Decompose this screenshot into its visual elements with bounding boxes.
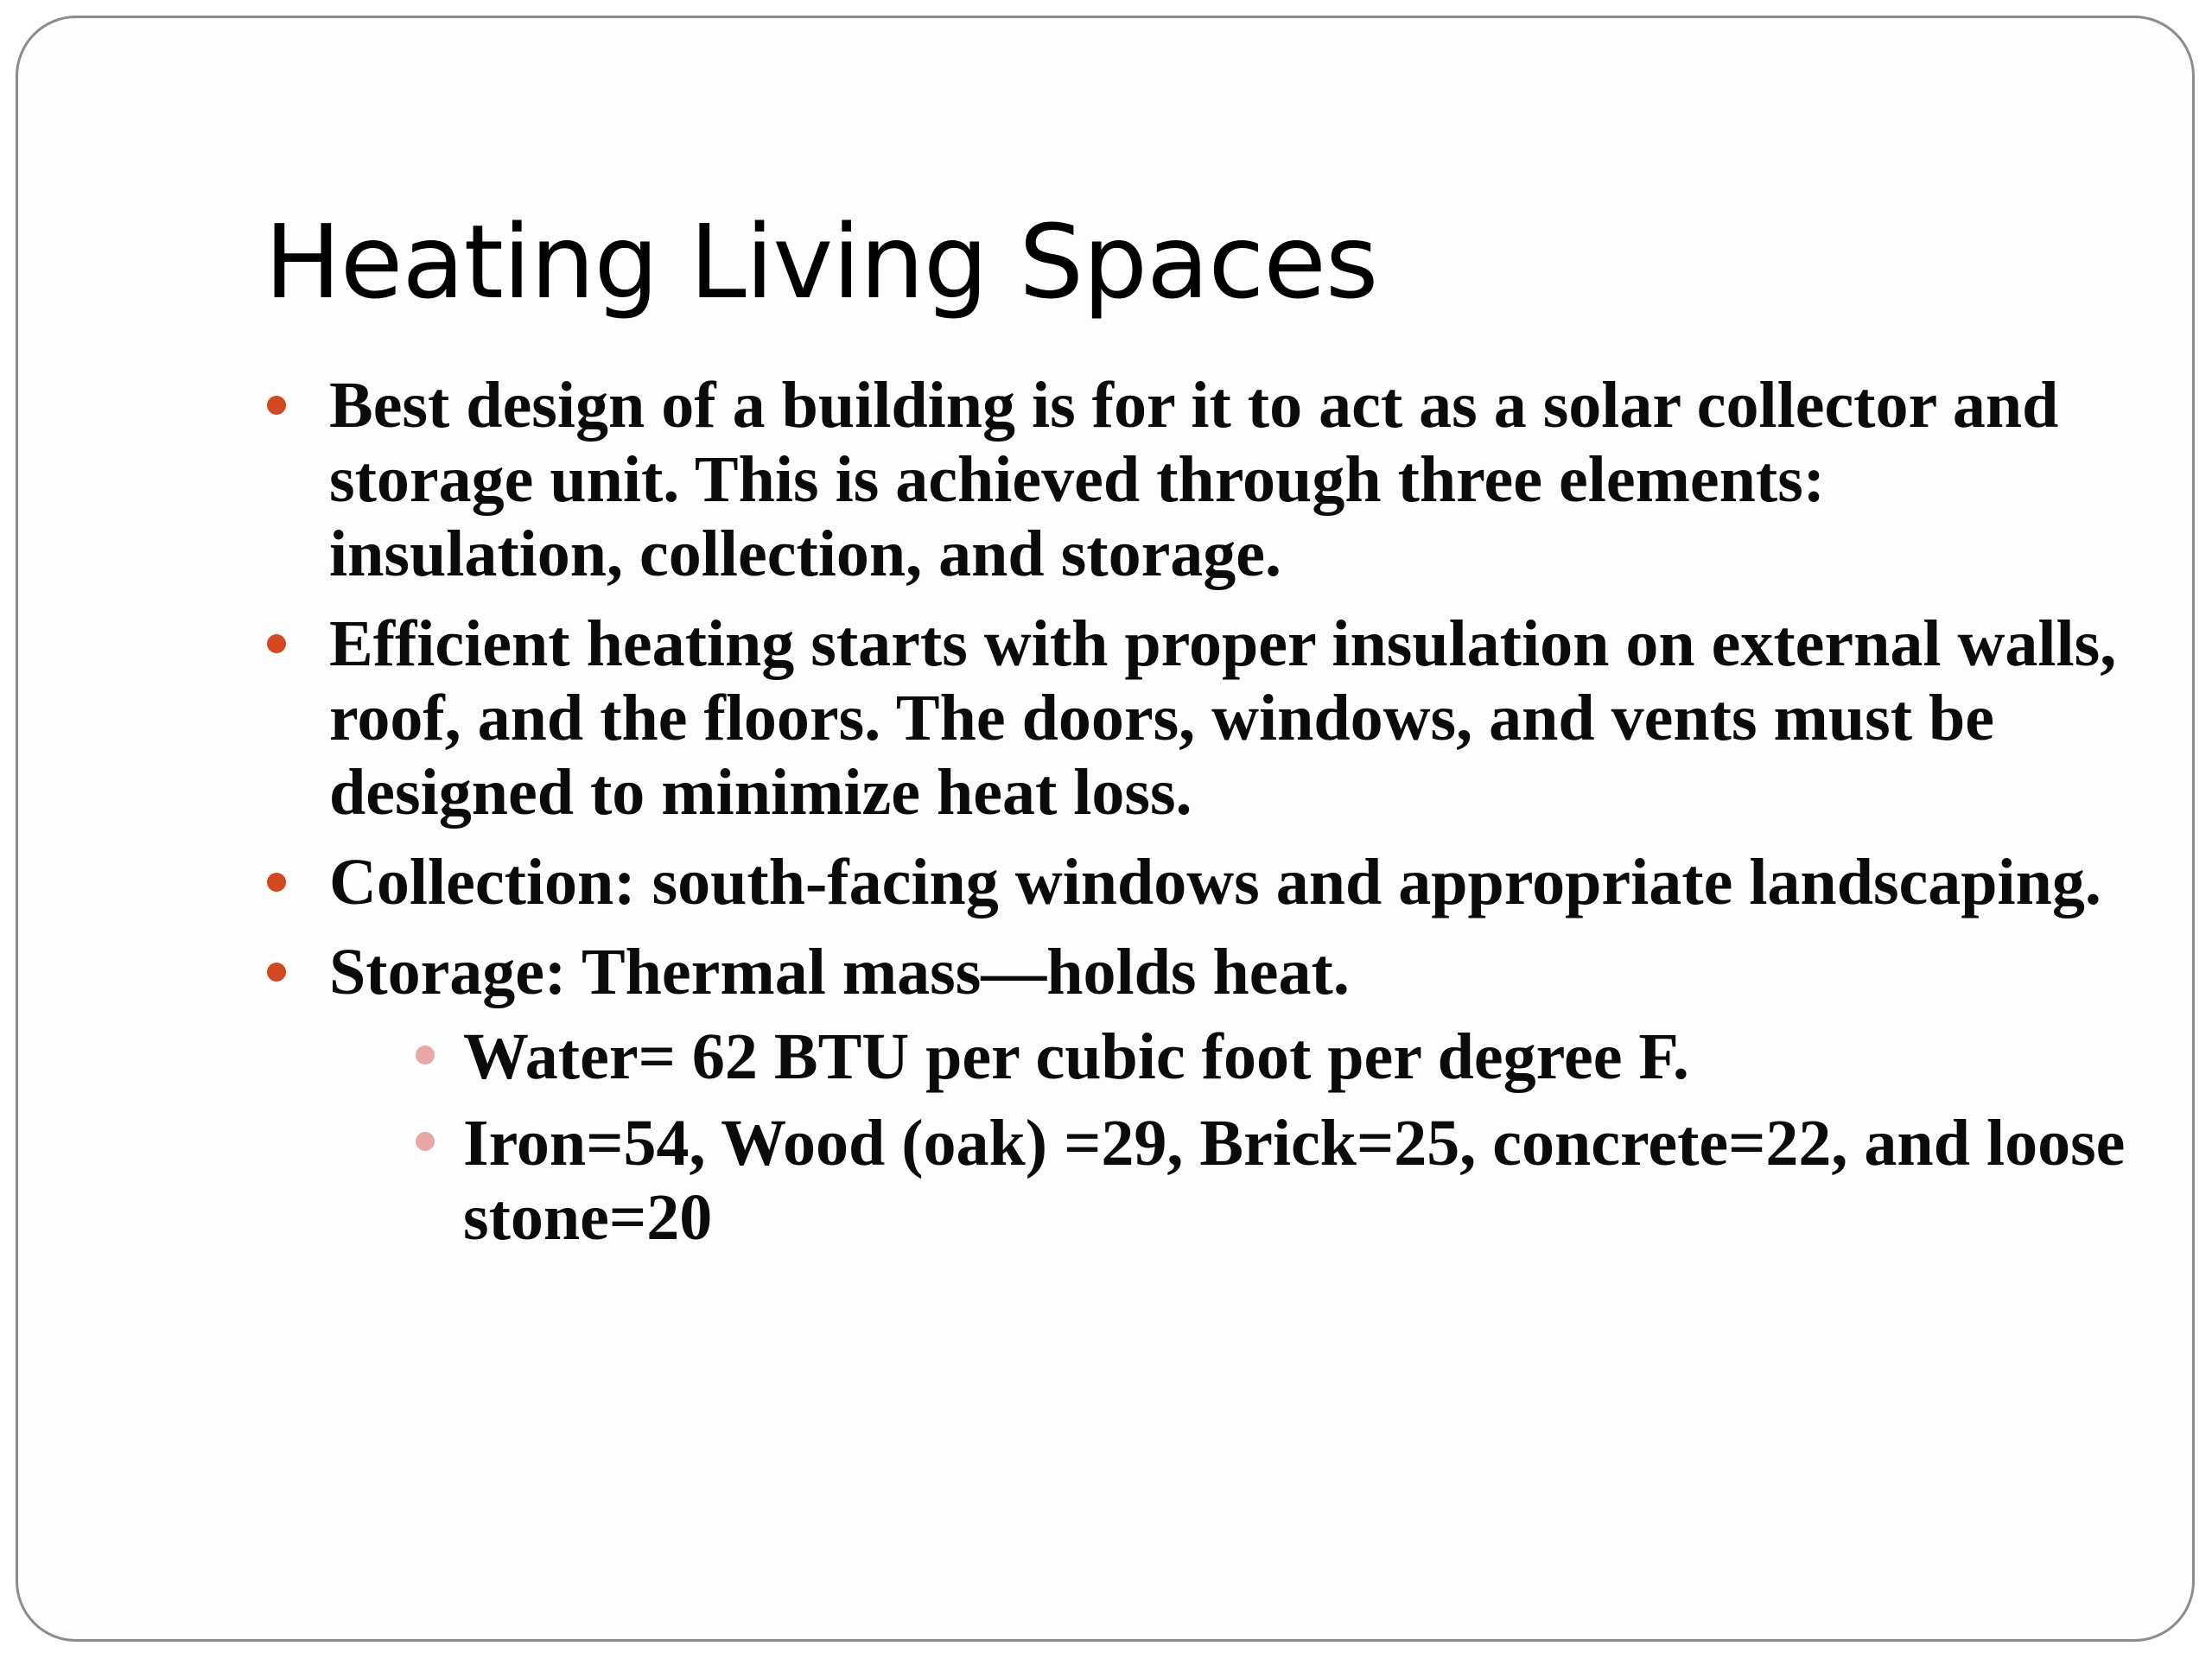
sub-bullet-item xyxy=(394,1020,2131,1094)
bullet-text: Storage: Thermal mass—holds heat. xyxy=(329,936,1350,1008)
bullet-dot-icon xyxy=(267,873,286,892)
bullet-item xyxy=(264,935,2131,1255)
sub-bullet-dot-icon xyxy=(416,1132,435,1151)
bullet-list xyxy=(264,368,2131,1255)
bullet-dot-icon xyxy=(267,396,286,415)
bullet-item xyxy=(264,607,2131,830)
bullet-item xyxy=(264,845,2131,919)
bullet-item xyxy=(264,368,2131,591)
bullet-text: Efficient heating starts with proper insulation on external walls, roof, and the floors. The doors, windows, and vents must be designed to minimize heat loss. xyxy=(329,607,2117,829)
slide-title: Heating Living Spaces xyxy=(264,202,1378,321)
slide-frame xyxy=(16,16,2195,1642)
sub-bullet-text: Water= 62 BTU per cubic foot per degree F. xyxy=(463,1020,1689,1093)
sub-bullet-dot-icon xyxy=(416,1046,435,1065)
sub-bullet-text: Iron=54, Wood (oak) =29, Brick=25, concrete=22, and loose stone=20 xyxy=(463,1107,2126,1254)
slide-body xyxy=(264,368,2131,1270)
bullet-dot-icon xyxy=(267,634,286,653)
bullet-text: Best design of a building is for it to act as a solar collector and storage unit. This is achieved through three elements: insulation, collection, and storage. xyxy=(329,369,2059,590)
bullet-dot-icon xyxy=(267,963,286,982)
sub-bullet-item xyxy=(394,1106,2131,1255)
bullet-text: Collection: south-facing windows and appropriate landscaping. xyxy=(329,846,2101,918)
sub-bullet-list xyxy=(329,1020,2131,1255)
